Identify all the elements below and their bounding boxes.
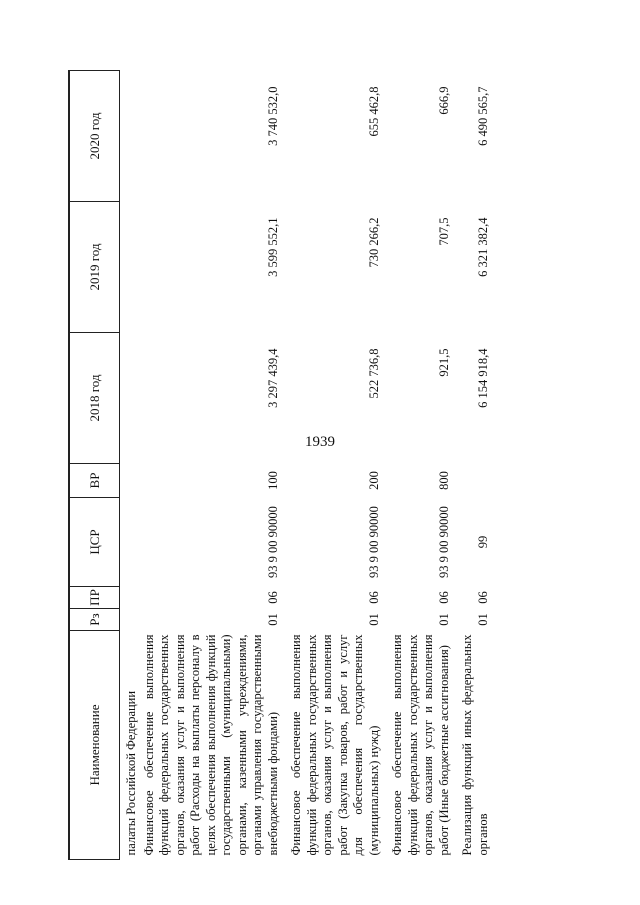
rotated-page [68, 60, 628, 860]
row-2018: 6 154 918,4 [475, 348, 490, 408]
row-2019: 6 321 382,4 [475, 217, 490, 277]
header-pr: ПР [69, 587, 120, 609]
row-2020: 6 490 565,7 [475, 86, 490, 146]
row-vr [459, 464, 492, 498]
row-rz: 01 [475, 613, 490, 626]
row-2018: 522 736,8 [366, 348, 381, 399]
row-csr: 99 [475, 535, 490, 549]
row-pr: 06 [265, 591, 280, 604]
row-2019: 730 266,2 [366, 217, 381, 268]
row-2020: 3 740 532,0 [265, 86, 280, 146]
row-rz: 01 [366, 613, 381, 626]
row-pr: 06 [475, 591, 490, 604]
header-name: Наименование [69, 631, 120, 860]
header-vr: ВР [69, 464, 120, 498]
row-vr: 100 [265, 471, 280, 490]
header-rz: Рз [69, 609, 120, 631]
row-pr: 06 [366, 591, 381, 604]
table-row [288, 71, 383, 860]
continuation-row [120, 71, 141, 860]
table-header [69, 71, 120, 860]
row-rz: 01 [265, 613, 280, 626]
row-csr: 93 9 00 90000 [436, 506, 451, 578]
row-2020: 655 462,8 [366, 86, 381, 137]
header-2019: 2019 год [69, 202, 120, 333]
header-2020: 2020 год [69, 71, 120, 202]
row-2018: 921,5 [436, 348, 451, 377]
row-name: Реализация функций иных федеральных органов [460, 634, 490, 856]
table-row [389, 71, 453, 860]
row-rz: 01 [436, 613, 451, 626]
continuation-text: палаты Российской Федерации [124, 690, 138, 856]
row-2019: 707,5 [436, 217, 451, 246]
budget-table [68, 70, 492, 860]
row-name: Финансовое обеспечение выполнения функций федеральных государственных органов, оказания услуг и выполнения работ (Расходы на выплаты персоналу в целях обеспечения выполнения функций государственными (муниципальными) органами, казенными учреждениями, органами управления государственными внебюджетными фондами) [141, 634, 280, 856]
row-csr: 93 9 00 90000 [265, 506, 280, 578]
header-csr: ЦСР [69, 498, 120, 587]
table-row [141, 71, 283, 860]
table-row [459, 71, 492, 860]
row-vr: 200 [366, 471, 381, 490]
row-csr: 93 9 00 90000 [366, 506, 381, 578]
row-name: Финансовое обеспечение выполнения функций федеральных государственных органов, оказания услуг и выполнения работ (Закупка товаров, работ и услуг для обеспечения государственных (муниципальных) нужд) [289, 634, 381, 856]
row-name: Финансовое обеспечение выполнения функций федеральных государственных органов, оказания услуг и выполнения работ (Иные бюджетные ассигнования) [390, 634, 451, 856]
row-2020: 666,9 [436, 86, 451, 115]
row-2019: 3 599 552,1 [265, 217, 280, 277]
page-number: 1939 [305, 434, 335, 450]
header-2018: 2018 год [69, 333, 120, 464]
row-vr: 800 [436, 471, 451, 490]
row-2018: 3 297 439,4 [265, 348, 280, 408]
row-pr: 06 [436, 591, 451, 604]
